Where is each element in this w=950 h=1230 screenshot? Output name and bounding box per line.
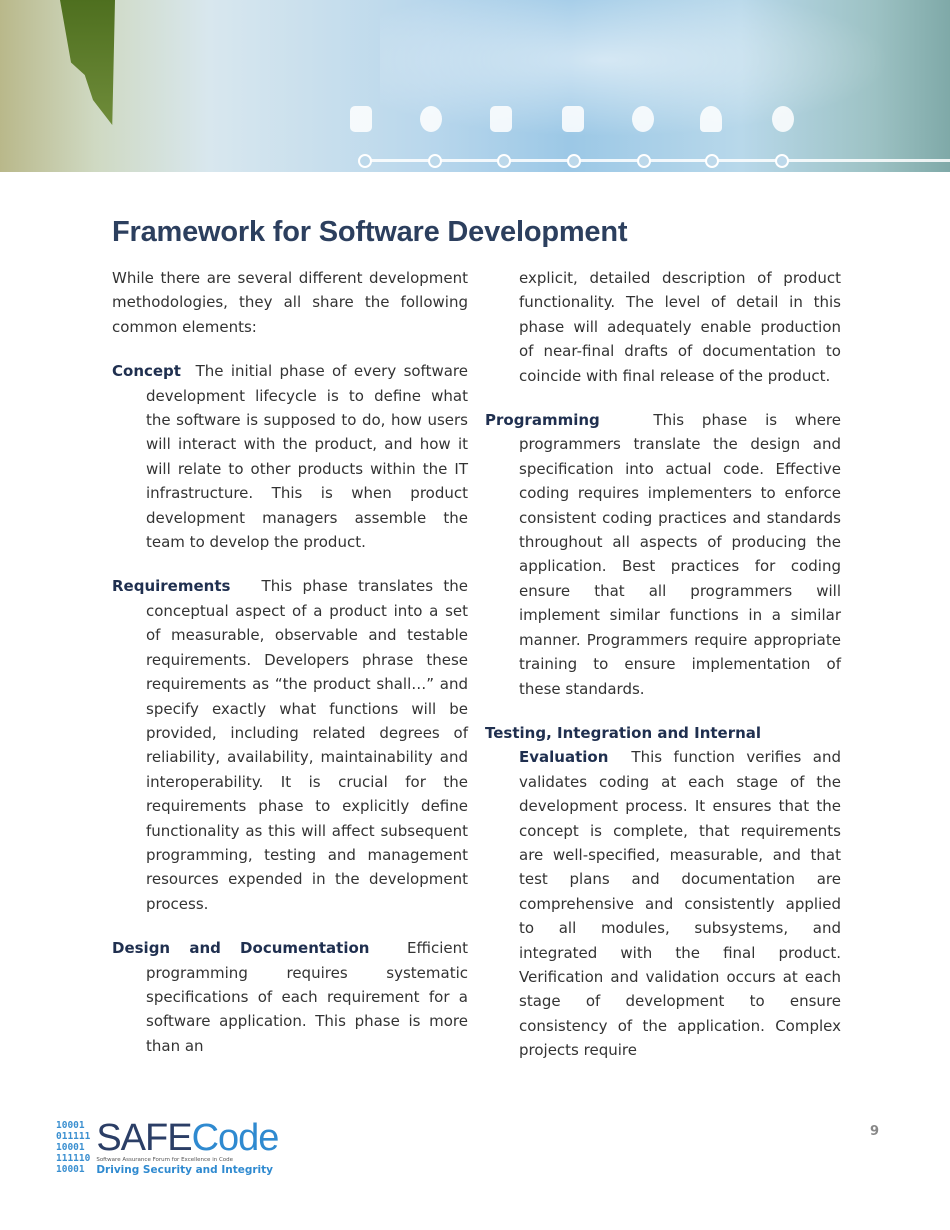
section-design-continued: explicit, detailed description of product functionality. The level of detail in this phase will adequately enable production of near-final drafts of documentation to coincide with final release of the product. <box>519 269 841 385</box>
server-icon <box>490 106 512 132</box>
section-text: This function verifies and validates coding at each stage of the development process. It ensures that the concept is complete, that requirements are well-specified, measurable, and that test plans and documentation are comprehensive and consistently applied to all modules, subsystems, and integrated with the final product. Verification and validation occurs at each stage of development to ensure consistency of the application. Complex projects require <box>519 748 841 1060</box>
safecode-logo <box>56 1117 279 1177</box>
timeline-dot <box>637 154 651 168</box>
leaf-graphic <box>60 0 115 125</box>
right-column <box>485 266 841 1083</box>
term-label: Design and Documentation <box>112 939 370 958</box>
section-design-documentation <box>112 936 468 1058</box>
logo-wordmark <box>96 1117 279 1159</box>
logo-tagline: Software Assurance Forum for Excellence in Code <box>96 1157 234 1163</box>
timeline-dot <box>358 154 372 168</box>
logo-binary-line: 111110 <box>56 1153 91 1164</box>
timeline-dot <box>497 154 511 168</box>
logo-code: Code <box>191 1117 279 1159</box>
section-text: This phase translates the conceptual aspect of a product into a set of measurable, observable and testable requirements. Developers phrase these requirements as “the product shall…” and specify exactly what functions will be provided, including related degrees of reliability, availability, maintainability and interoperability. It is crucial for the requirements phase to explicitly define functionality as this will affect subsequent programming, testing and management resources expended in the development process. <box>146 577 468 913</box>
intro-paragraph: While there are several different development methodologies, they all share the following common elements: <box>112 269 468 336</box>
timeline-dot <box>567 154 581 168</box>
target-icon <box>632 106 654 132</box>
section-concept <box>112 359 468 554</box>
key-icon <box>420 106 442 132</box>
section-heading-testing: Testing, Integration and Internal <box>485 723 762 742</box>
term-label: Evaluation <box>519 748 609 767</box>
section-testing <box>485 745 841 1062</box>
section-programming <box>485 408 841 701</box>
logo-safe: SAFE <box>96 1117 192 1159</box>
user-icon <box>700 106 722 132</box>
page-title: Framework for Software Development <box>112 216 628 248</box>
left-column <box>112 266 468 1078</box>
eye-icon <box>772 106 794 132</box>
section-text: Efficient programming requires systematic specifications of each requirement for a software application. This phase is more than an <box>146 939 468 1055</box>
logo-slogan: Driving Security and Integrity <box>96 1164 274 1176</box>
timeline-dot <box>428 154 442 168</box>
term-label: Programming <box>485 411 600 430</box>
logo-binary-line: 10001 <box>56 1142 85 1153</box>
logo-text-block <box>96 1117 279 1177</box>
timeline-dot <box>705 154 719 168</box>
logo-binary-line: 10001 <box>56 1120 85 1131</box>
section-text: This phase is where programmers translate the design and specification into actual code. Effective coding requires implementers to enforce consistent coding practices and standards throughout all aspects of producing the application. Best practices for coding ensure that all programmers will implement similar functions in a similar manner. Programmers require appropriate training to ensure implementation of these standards. <box>519 411 841 698</box>
section-requirements <box>112 574 468 916</box>
header-banner-image <box>0 0 950 172</box>
world-map-graphic <box>380 0 940 150</box>
section-text: The initial phase of every software development lifecycle is to define what the software is supposed to do, how users will interact with the product, and how it will relate to other products within the IT infrastructure. This is when product development managers assemble the team to develop the product. <box>146 362 468 552</box>
timeline-line <box>360 159 950 162</box>
lock-icon <box>562 106 584 132</box>
timeline-dot <box>775 154 789 168</box>
logo-binary-line: 10001 <box>56 1164 85 1175</box>
term-label: Requirements <box>112 577 231 596</box>
logo-binary-line: 011111 <box>56 1131 91 1142</box>
shield-icon <box>350 106 372 132</box>
logo-binary <box>56 1120 90 1175</box>
term-label: Concept <box>112 362 181 381</box>
page-number: 9 <box>870 1124 880 1139</box>
